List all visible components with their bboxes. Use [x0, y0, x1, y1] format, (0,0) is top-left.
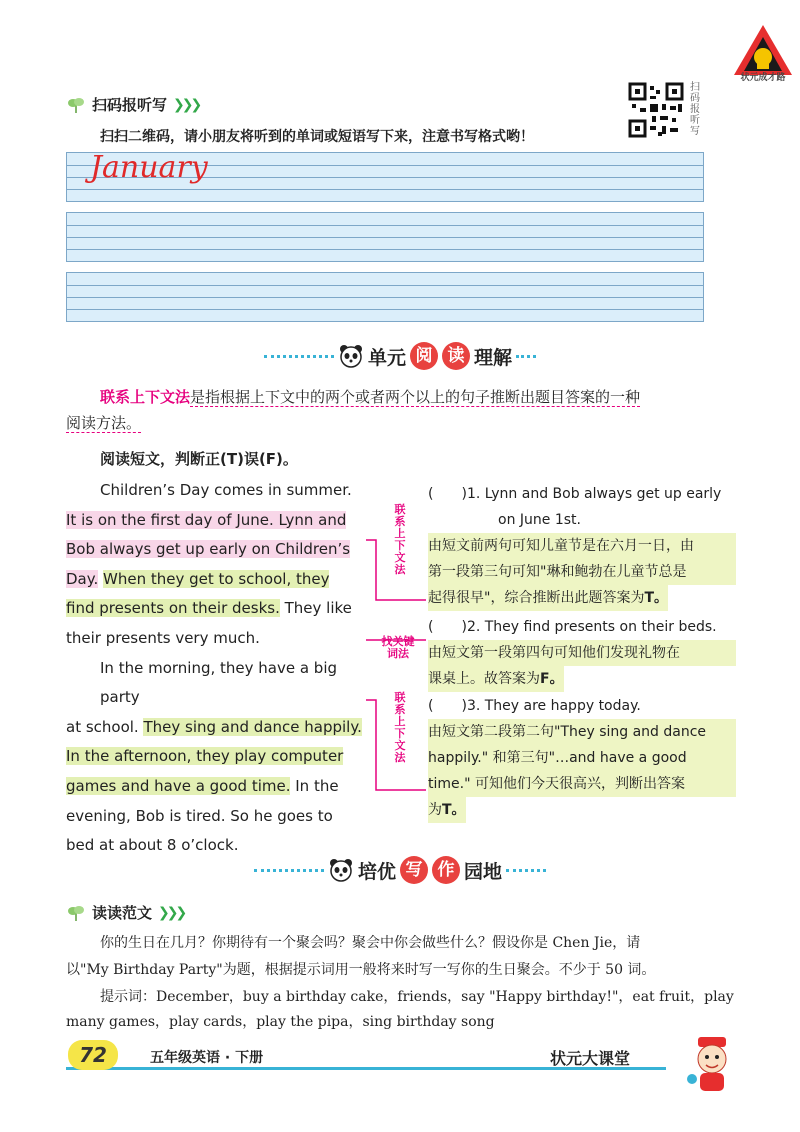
passage-line: Day. When they get to school, they — [66, 569, 330, 588]
explanation-line: 由短文第一段第四句可知他们发现礼物在 — [428, 640, 736, 666]
reading-banner — [220, 342, 580, 370]
writing-banner-pre: 培优 — [357, 860, 396, 883]
explanation-line: 起得很早"，综合推断出此题答案为T。 — [428, 585, 668, 611]
answer-blank[interactable]: ( ) — [428, 698, 467, 714]
writing-heading-text: 读读范文 — [92, 904, 153, 922]
explanation-line: 课桌上。故答案为F。 — [428, 666, 564, 692]
leaf-icon — [66, 903, 86, 923]
passage-line: evening, Bob is tired. So he goes to — [66, 806, 333, 825]
answer-blank[interactable]: ( ) — [428, 486, 467, 502]
label-context-method-1: 联系上下文法 — [394, 503, 406, 576]
explanation-line: 由短文前两句可知儿童节是在六月一日，由 — [428, 533, 736, 559]
passage-line: In the afternoon, they play computer — [66, 747, 344, 766]
explanation-line: 第一段第三句可知"琳和鲍勃在儿童节总是 — [428, 559, 736, 585]
writing-heading — [66, 902, 184, 923]
dictation-instruction: 扫扫二维码，请小朋友将听到的单词或短语写下来，注意书写格式哟！ — [100, 129, 534, 145]
dictation-heading — [66, 94, 199, 115]
writing-banner — [220, 856, 580, 884]
method-description-2: 阅读方法。 — [66, 414, 142, 432]
reading-passage — [66, 476, 366, 861]
divider — [254, 869, 324, 872]
passage-line: It is on the first day of June. Lynn and — [66, 510, 347, 529]
dictation-writing-box-2[interactable] — [66, 212, 704, 262]
page-number: 72 — [68, 1040, 118, 1070]
passage-line: bed at about 8 o’clock. — [66, 836, 239, 855]
explanation-line: 由短文第二段第二句"They sing and dance — [428, 719, 736, 745]
reading-banner-char-2: 读 — [442, 342, 470, 370]
panda-icon — [328, 857, 354, 883]
reading-banner-pre: 单元 — [367, 346, 406, 369]
panda-icon — [338, 343, 364, 369]
passage-line: Children’s Day comes in summer. — [100, 481, 352, 499]
divider — [516, 355, 536, 358]
writing-banner-char-1: 写 — [400, 856, 428, 884]
handwritten-word: January — [90, 150, 208, 185]
passage-line: their presents very much. — [66, 628, 260, 647]
reading-banner-post: 理解 — [474, 346, 513, 369]
passage-line: Bob always get up early on Children’s — [66, 540, 351, 559]
dictation-heading-text: 扫码报听写 — [92, 96, 168, 114]
passage-line: find presents on their desks. They like — [66, 599, 352, 618]
method-term: 联系上下文法 — [100, 388, 191, 406]
series-title: 状元大课堂 — [550, 1049, 631, 1068]
question-2: ( )2. They find presents on their beds. 由短文第一段第四句可知他们发现礼物在 课桌上。故答案为F。 — [428, 614, 736, 692]
answer-blank[interactable]: ( ) — [428, 619, 467, 635]
question-3: ( )3. They are happy today. 由短文第二段第二句"They sing and dance happily." 和第三句"…and have a good time." 可知他们今天很高兴，判断出答案 为T。 — [428, 693, 736, 823]
explanation-line: happily." 和第三句"…and have a good — [428, 745, 736, 771]
qr-label: 扫码报听写 — [690, 82, 700, 137]
reading-banner-char-1: 阅 — [410, 342, 438, 370]
writing-prompt-line-1: 你的生日在几月？你期待有一个聚会吗？聚会中你会做些什么？假设你是 Chen Jie，请 — [100, 935, 641, 951]
reading-task: 阅读短文，判断正(T)误(F)。 — [100, 450, 298, 468]
publisher-logo-text: 状元成才路 — [740, 73, 786, 83]
method-line-2 — [66, 410, 141, 436]
divider — [264, 355, 334, 358]
writing-hints-line-2: many games，play cards，play the pipa，sing birthday song — [66, 1014, 495, 1030]
method-description: 是指根据上下文中的两个或者两个以上的句子推断出题目答案的一种 — [190, 388, 641, 406]
label-keyword-method: 找关键词法 — [381, 635, 415, 660]
writing-banner-post: 园地 — [464, 860, 503, 883]
divider — [506, 869, 546, 872]
passage-line: at school. They sing and dance happily. — [66, 717, 362, 736]
dictation-writing-box-3[interactable] — [66, 272, 704, 322]
book-title: 五年级英语 · 下册 — [150, 1050, 264, 1066]
leaf-icon — [66, 95, 86, 115]
explanation-line: time." 可知他们今天很高兴，判断出答案 — [428, 771, 736, 797]
label-context-method-2: 联系上下文法 — [394, 691, 406, 764]
writing-hints-line-1: 提示词：December，buy a birthday cake，friends，say "Happy birthday!"，eat fruit，play — [100, 989, 734, 1005]
chevron-right-icon: ❯❯❯ — [173, 96, 200, 113]
method-line-1 — [100, 384, 640, 410]
chevron-right-icon: ❯❯❯ — [158, 904, 185, 921]
explanation-line: 为T。 — [428, 797, 466, 823]
writing-prompt-line-2: 以"My Birthday Party"为题，根据提示词用一般将来时写一写你的生日聚会。不少于 50 词。 — [66, 962, 656, 978]
qr-code-icon[interactable] — [628, 82, 684, 138]
passage-line: games and have a good time. In the — [66, 776, 339, 795]
passage-line: In the morning, they have a big party — [100, 658, 338, 707]
mascot-icon — [682, 1035, 742, 1093]
writing-banner-char-2: 作 — [432, 856, 460, 884]
question-1: ( )1. Lynn and Bob always get up early on June 1st. 由短文前两句可知儿童节是在六月一日，由 第一段第三句可知"琳和鲍勃在儿童节总是 起得很早"，综合推断出此题答案为T。 — [428, 481, 736, 611]
